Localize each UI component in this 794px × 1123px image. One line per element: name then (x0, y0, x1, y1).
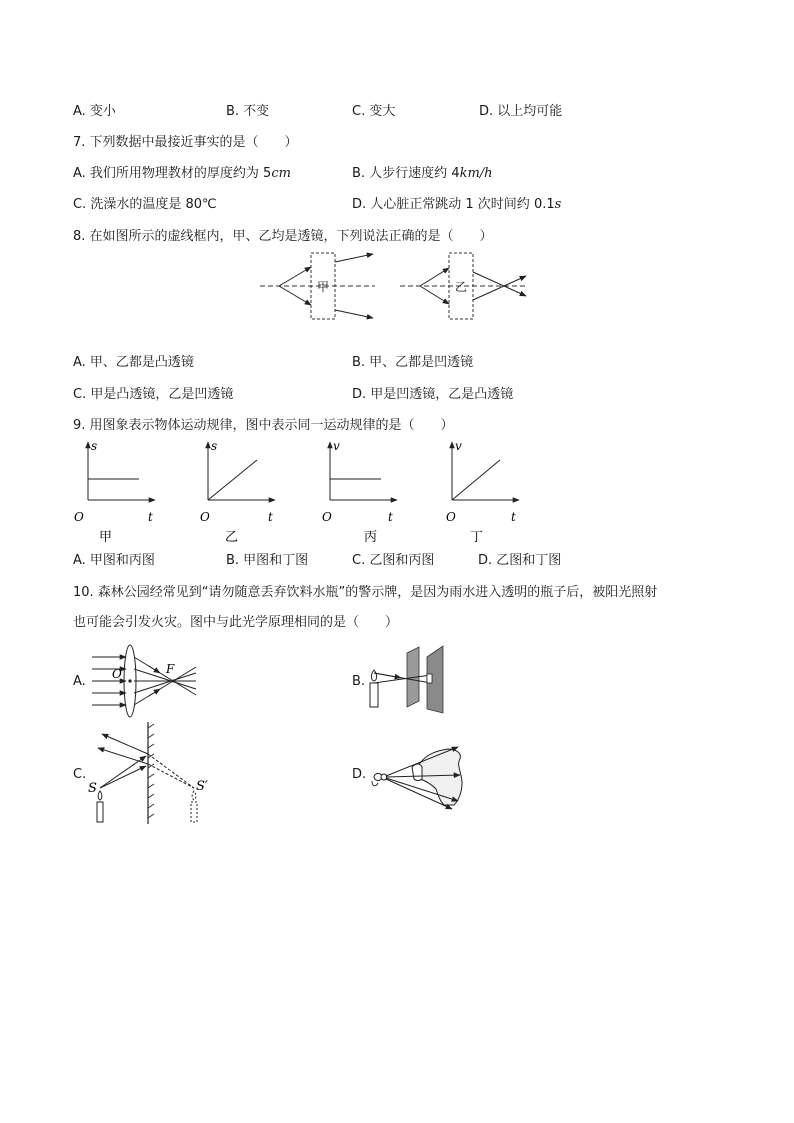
q9-option-a: A. 甲图和丙图 (73, 553, 155, 568)
lens-label-jia: 甲 (316, 280, 330, 294)
q10-option-d-label: D. (352, 767, 367, 782)
graph-line (208, 460, 257, 500)
q10-diagram-b-pinhole (365, 643, 451, 715)
q8-option-c: C. 甲是凸透镜，乙是凹透镜 (73, 387, 234, 402)
q9-option-d: D. 乙图和丁图 (478, 553, 562, 568)
svg-text:O: O (74, 510, 84, 524)
hand-shadow (416, 749, 462, 805)
candle-flame (371, 670, 376, 681)
q7-stem: 7. 下列数据中最接近事实的是（ ） (73, 135, 298, 150)
svg-text:v: v (333, 439, 340, 453)
image (427, 674, 432, 683)
svg-text:s: s (91, 439, 98, 453)
svg-text:t: t (268, 510, 273, 524)
q7-option-d-text: D. 人心脏正常跳动 1 次时间约 0.1 (352, 197, 555, 212)
svg-text:t: t (388, 510, 393, 524)
graph-line (452, 460, 500, 500)
q10-stem-line2: 也可能会引发火灾。图中与此光学原理相同的是（ ） (73, 615, 399, 630)
svg-text:丙: 丙 (364, 530, 378, 545)
q10-diagram-a-convex-lens (88, 643, 200, 721)
q8-stem: 8. 在如图所示的虚线框内，甲、乙均是透镜，下列说法正确的是（ ） (73, 229, 493, 244)
svg-text:O: O (322, 510, 332, 524)
svg-text:O: O (112, 667, 122, 681)
svg-text:s: s (211, 439, 218, 453)
q7-option-b-unit: km/h (459, 166, 493, 181)
svg-text:O: O (446, 510, 456, 524)
lens-label-yi: 乙 (454, 280, 468, 294)
svg-text:v: v (455, 439, 462, 453)
svg-text:t: t (511, 510, 516, 524)
q10-option-b-label: B. (352, 674, 366, 689)
candle-image (191, 802, 197, 822)
q9-graph-yi (200, 436, 292, 548)
q9-option-b: B. 甲图和丁图 (226, 553, 309, 568)
q7-option-c: C. 洗澡水的温度是 80℃ (73, 197, 217, 212)
q9-graph-ding (443, 436, 535, 548)
q10-diagram-c-plane-mirror (88, 720, 218, 826)
candle (97, 802, 103, 822)
hand (412, 764, 422, 781)
q6-option-a: A. 变小 (73, 104, 116, 119)
q9-stem: 9. 用图象表示物体运动规律，图中表示同一运动规律的是（ ） (73, 418, 454, 433)
svg-text:丁: 丁 (470, 530, 484, 545)
svg-text:S: S (88, 781, 97, 796)
q8-lens-diagram (255, 248, 535, 323)
q7-option-a-text: A. 我们所用物理教材的厚度约为 5 (73, 166, 272, 181)
q7-option-b-text: B. 人步行速度约 4 (352, 166, 460, 181)
svg-text:F: F (166, 662, 175, 676)
q8-option-d: D. 甲是凹透镜，乙是凸透镜 (352, 387, 514, 402)
q10-option-a-label: A. (73, 674, 86, 689)
q6-option-d: D. 以上均可能 (479, 104, 563, 119)
svg-text:S′: S′ (196, 779, 208, 794)
q6-option-b: B. 不变 (226, 104, 270, 119)
q8-option-a: A. 甲、乙都是凸透镜 (73, 355, 194, 370)
q9-graph-bing (322, 436, 414, 548)
q7-option-d-unit: s (554, 197, 562, 212)
q7-option-a-unit: cm (271, 166, 291, 181)
candle (370, 683, 378, 707)
q9-graph-jia (72, 436, 164, 548)
q6-option-c: C. 变大 (352, 104, 396, 119)
q10-diagram-d-shadow (366, 743, 470, 815)
q7-option-a (73, 166, 291, 182)
q9-option-c: C. 乙图和丙图 (352, 553, 435, 568)
q10-stem-line1: 10. 森林公园经常见到“请勿随意丢弃饮料水瓶”的警示牌，是因为雨水进入透明的瓶子后，被阳光照射 (73, 585, 658, 600)
q10-option-c-label: C. (73, 767, 87, 782)
q7-option-d (352, 197, 561, 213)
q7-option-b (352, 166, 493, 182)
q8-option-b: B. 甲、乙都是凹透镜 (352, 355, 474, 370)
svg-text:O: O (200, 510, 210, 524)
svg-text:甲: 甲 (99, 530, 113, 545)
svg-text:乙: 乙 (225, 530, 239, 545)
svg-text:t: t (148, 510, 153, 524)
